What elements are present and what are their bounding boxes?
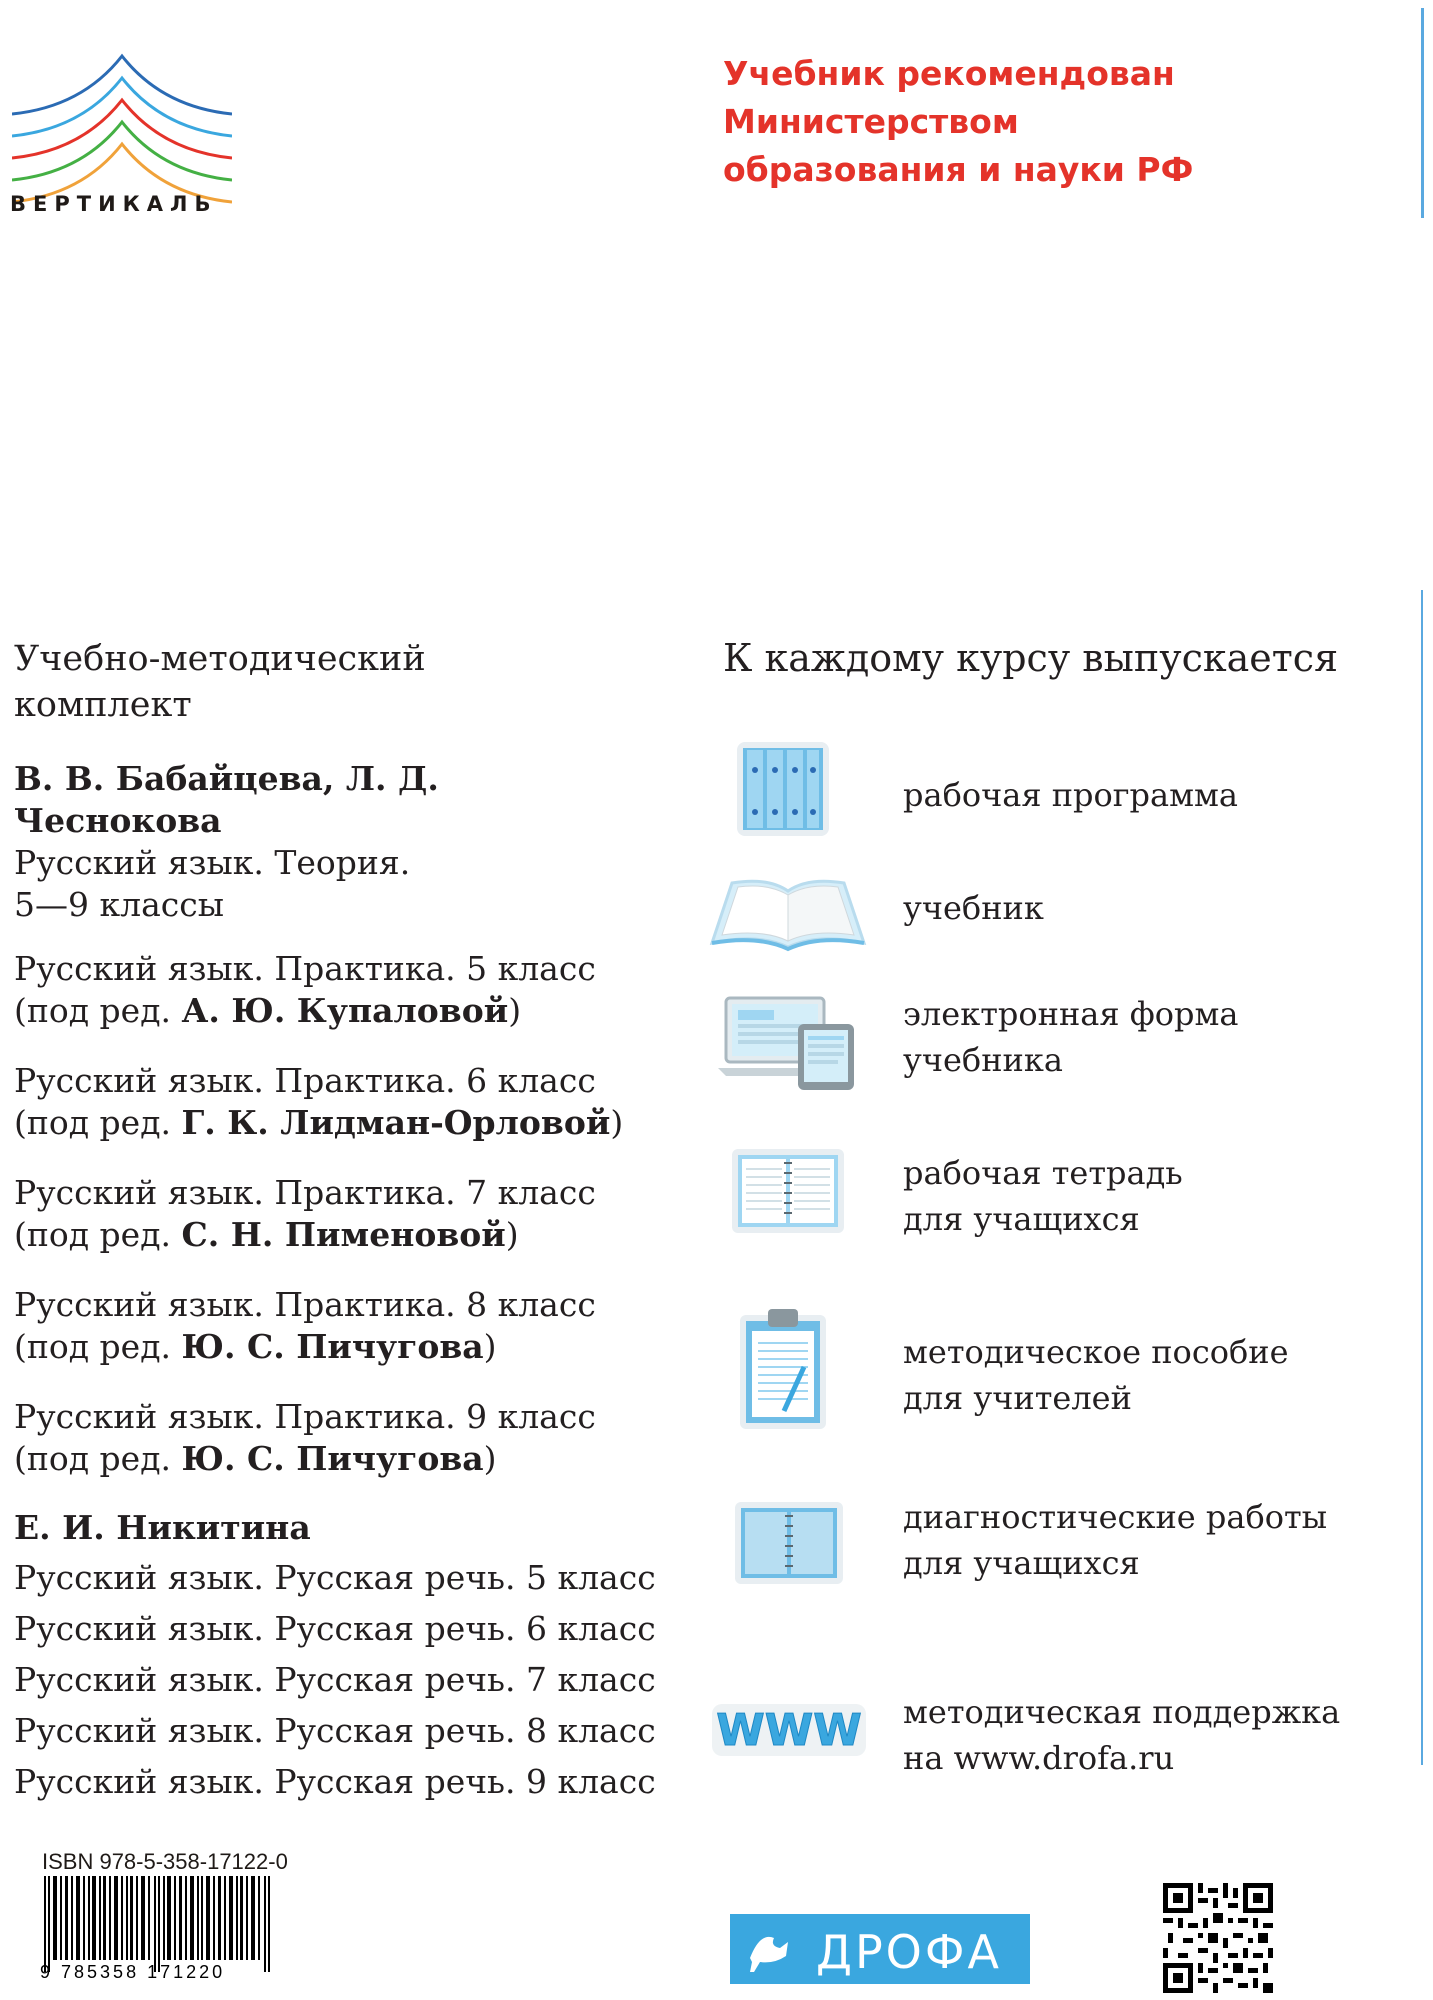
clipboard-icon — [738, 1307, 828, 1431]
recommendation-notice — [723, 50, 1343, 194]
notebook-icon — [730, 1147, 846, 1235]
diagnostic-notebook-icon — [733, 1500, 845, 1586]
recommendation-line-3: образования и науки РФ — [723, 150, 1194, 189]
resource-label-manual-2: для учителей — [903, 1379, 1132, 1417]
practice-editor-line — [14, 1214, 634, 1256]
www-text: WWW — [716, 1705, 862, 1756]
www-icon — [710, 1700, 868, 1760]
theory-authors: В. В. Бабайцева, Л. Д. Чеснокова — [14, 759, 439, 840]
editor-prefix: (под ред. — [14, 1103, 182, 1142]
recommendation-line-1: Учебник рекомендован — [723, 54, 1175, 93]
isbn-digits: 9 785358 171220 — [40, 1962, 226, 1980]
open-book-icon — [708, 873, 868, 953]
resource-label-textbook: учебник — [903, 889, 1044, 927]
editor-name: Ю. С. Пичугова — [181, 1327, 484, 1366]
resource-label-work-program: рабочая программа — [903, 776, 1238, 814]
umk-title-line-2: комплект — [14, 685, 192, 725]
speech-item: Русский язык. Русская речь. 7 класс — [14, 1660, 656, 1699]
resource-label-manual-1: методическое пособие — [903, 1333, 1289, 1371]
recommendation-line-2: Министерством — [723, 102, 1019, 141]
umk-list — [14, 636, 656, 1807]
resource-label-support-2: на www.drofa.ru — [903, 1739, 1175, 1777]
editor-suffix: ) — [483, 1327, 497, 1366]
editor-name: А. Ю. Купаловой — [181, 991, 509, 1030]
resources-heading: К каждому курсу выпускается — [723, 636, 1339, 680]
practice-5 — [14, 948, 634, 1032]
resource-label-diagnostic-1: диагностические работы — [903, 1498, 1328, 1536]
practice-7 — [14, 1172, 634, 1256]
resource-label-eform-1: электронная форма — [903, 995, 1239, 1033]
practice-title: Русский язык. Практика. 7 класс — [14, 1173, 596, 1212]
practice-6 — [14, 1060, 634, 1144]
practice-title: Русский язык. Практика. 9 класс — [14, 1397, 596, 1436]
speech-block — [14, 1504, 656, 1807]
devices-icon — [718, 994, 858, 1094]
logo-text: ВЕРТИКАЛЬ — [10, 192, 218, 216]
isbn-text: ISBN 978-5-358-17122-0 — [42, 1849, 288, 1874]
drofa-logo — [730, 1914, 1030, 1984]
umk-title-line-1: Учебно-методический — [14, 639, 426, 679]
editor-name: Ю. С. Пичугова — [181, 1439, 484, 1478]
speech-item: Русский язык. Русская речь. 9 класс — [14, 1762, 656, 1801]
practice-8 — [14, 1284, 634, 1368]
edge-line-top — [1421, 8, 1424, 218]
practice-editor-line — [14, 1326, 634, 1368]
resource-label-support-1: методическая поддержка — [903, 1693, 1341, 1731]
editor-suffix: ) — [505, 1215, 519, 1254]
editor-name: С. Н. Пименовой — [181, 1215, 506, 1254]
editor-name: Г. К. Лидман-Орловой — [181, 1103, 611, 1142]
practice-editor-line — [14, 1438, 634, 1480]
practice-title: Русский язык. Практика. 6 класс — [14, 1061, 596, 1100]
edge-line-bottom — [1421, 590, 1423, 1765]
speech-item: Русский язык. Русская речь. 8 класс — [14, 1711, 656, 1750]
editor-prefix: (под ред. — [14, 991, 182, 1030]
practice-editor-line — [14, 1102, 634, 1144]
resource-label-workbook-2: для учащихся — [903, 1200, 1140, 1238]
binders-icon — [735, 740, 831, 838]
publisher-name: ДРОФА — [816, 1925, 1002, 1979]
editor-suffix: ) — [508, 991, 522, 1030]
editor-prefix: (под ред. — [14, 1215, 182, 1254]
theory-grades: 5—9 классы — [14, 885, 224, 924]
practice-editor-line — [14, 990, 634, 1032]
practice-9 — [14, 1396, 634, 1480]
resource-label-workbook-1: рабочая тетрадь — [903, 1154, 1183, 1192]
editor-suffix: ) — [610, 1103, 624, 1142]
editor-prefix: (под ред. — [14, 1439, 182, 1478]
practice-title: Русский язык. Практика. 5 класс — [14, 949, 596, 988]
speech-item: Русский язык. Русская речь. 5 класс — [14, 1558, 656, 1597]
theory-block — [14, 758, 634, 926]
barcode — [40, 1876, 280, 1980]
resource-label-eform-2: учебника — [903, 1041, 1063, 1079]
editor-prefix: (под ред. — [14, 1327, 182, 1366]
qr-code — [1163, 1883, 1273, 1993]
speech-author: Е. И. Никитина — [14, 1508, 311, 1547]
editor-suffix: ) — [483, 1439, 497, 1478]
practice-title: Русский язык. Практика. 8 класс — [14, 1285, 596, 1324]
speech-item: Русский язык. Русская речь. 6 класс — [14, 1609, 656, 1648]
theory-title: Русский язык. Теория. — [14, 843, 411, 882]
resource-label-diagnostic-2: для учащихся — [903, 1544, 1140, 1582]
